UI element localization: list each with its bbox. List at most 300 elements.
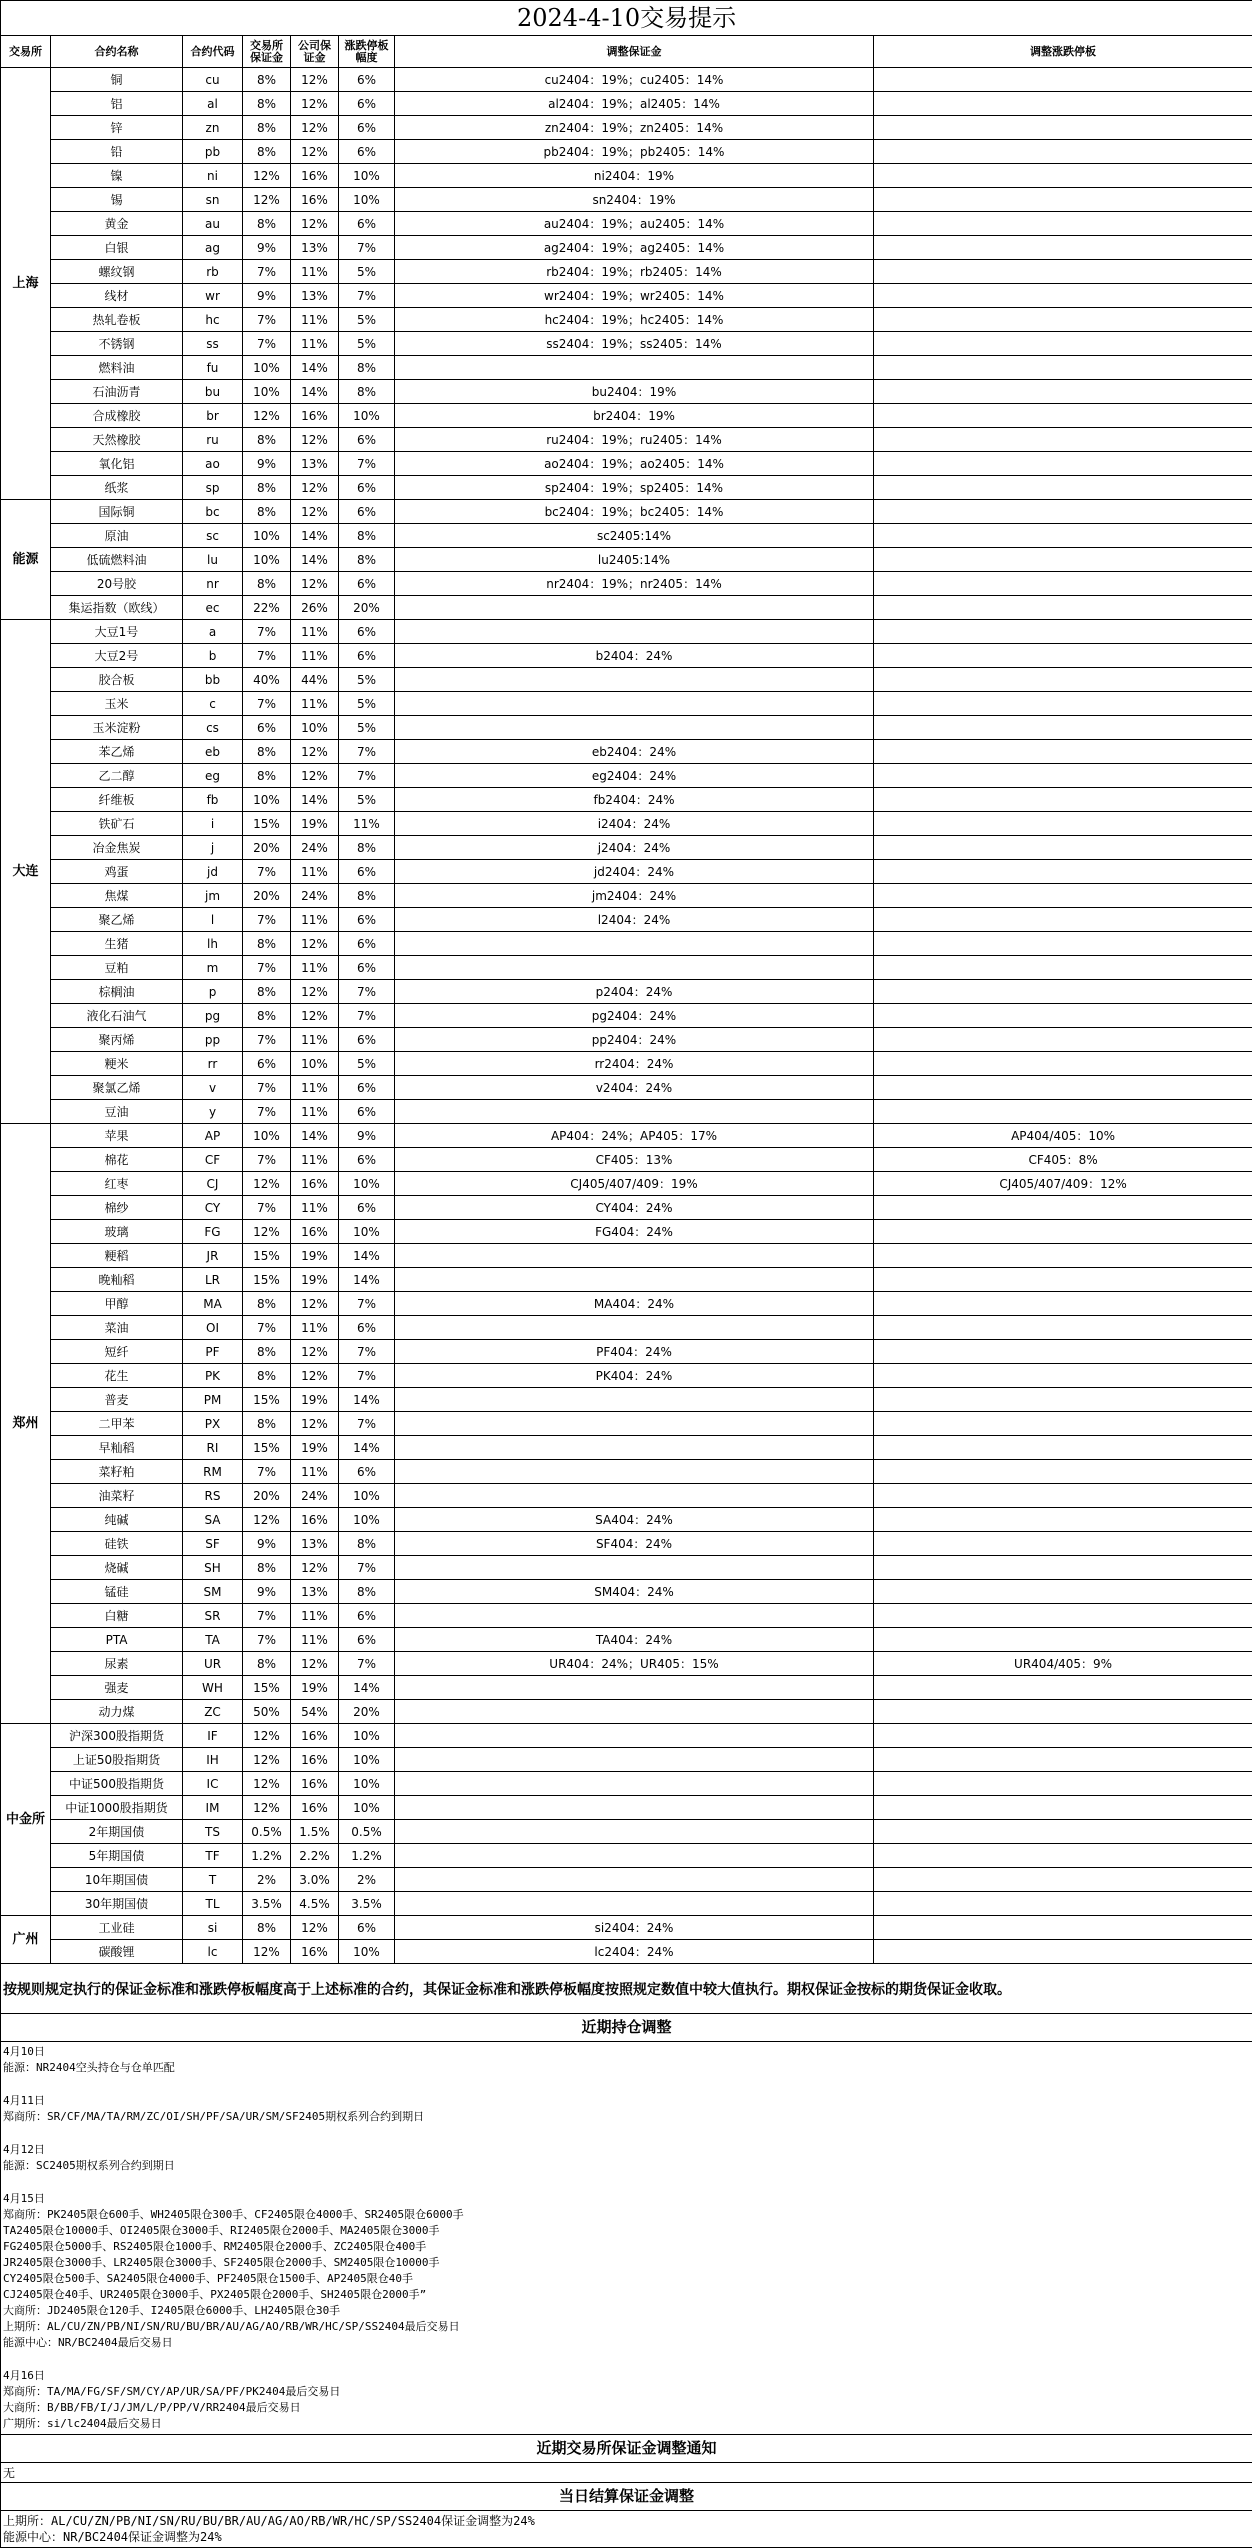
contract-code: pp	[183, 1028, 243, 1052]
company-margin: 11%	[291, 308, 339, 332]
limit-range: 6%	[339, 1196, 395, 1220]
position-line: 能源：NR2404空头持仓与仓单匹配	[3, 2060, 1250, 2076]
adjusted-margin: ao2404：19%；ao2405：14%	[395, 452, 874, 476]
contract-code: IF	[183, 1724, 243, 1748]
table-row	[1, 236, 1252, 260]
contract-name: 二甲苯	[51, 1412, 183, 1436]
adjusted-limit	[874, 1676, 1252, 1700]
company-margin: 12%	[291, 428, 339, 452]
contract-code: y	[183, 1100, 243, 1124]
limit-range: 8%	[339, 1580, 395, 1604]
adjusted-margin	[395, 668, 874, 692]
contract-code: hc	[183, 308, 243, 332]
exchange-margin: 8%	[243, 1004, 291, 1028]
table-row	[1, 1172, 1252, 1196]
company-margin: 11%	[291, 956, 339, 980]
table-row	[1, 92, 1252, 116]
contract-name: 铅	[51, 140, 183, 164]
contract-name: 纸浆	[51, 476, 183, 500]
contract-code: eg	[183, 764, 243, 788]
table-row	[1, 1292, 1252, 1316]
limit-range: 10%	[339, 1724, 395, 1748]
limit-range: 6%	[339, 212, 395, 236]
exchange-margin: 7%	[243, 1028, 291, 1052]
company-margin: 11%	[291, 908, 339, 932]
table-row	[1, 692, 1252, 716]
limit-range: 14%	[339, 1244, 395, 1268]
limit-range: 7%	[339, 1340, 395, 1364]
company-margin: 11%	[291, 1076, 339, 1100]
limit-range: 7%	[339, 1004, 395, 1028]
company-margin: 14%	[291, 548, 339, 572]
contract-code: cu	[183, 68, 243, 92]
table-row	[1, 1220, 1252, 1244]
table-row	[1, 1436, 1252, 1460]
company-margin: 16%	[291, 1796, 339, 1820]
contract-name: 白糖	[51, 1604, 183, 1628]
exchange-margin: 7%	[243, 956, 291, 980]
adjusted-margin: j2404：24%	[395, 836, 874, 860]
contract-code: cs	[183, 716, 243, 740]
position-line: 郑商所：PK2405限仓600手、WH2405限仓300手、CF2405限仓4000手、SR2405限仓6000手	[3, 2207, 1250, 2223]
table-row	[1, 1316, 1252, 1340]
contract-code: br	[183, 404, 243, 428]
margin-notice-text: 无	[1, 2463, 1252, 2483]
table-row	[1, 1940, 1252, 1964]
adjusted-margin	[395, 1412, 874, 1436]
contract-name: 30年期国债	[51, 1892, 183, 1916]
company-margin: 16%	[291, 188, 339, 212]
adjusted-margin: SM404：24%	[395, 1580, 874, 1604]
adjusted-limit	[874, 740, 1252, 764]
adjusted-limit	[874, 332, 1252, 356]
adjusted-limit	[874, 1748, 1252, 1772]
contract-name: 国际铜	[51, 500, 183, 524]
adjusted-margin: eb2404：24%	[395, 740, 874, 764]
adjusted-limit	[874, 212, 1252, 236]
table-row	[1, 1700, 1252, 1724]
exchange-margin: 8%	[243, 740, 291, 764]
adjusted-margin: hc2404：19%；hc2405：14%	[395, 308, 874, 332]
adjusted-margin	[395, 1700, 874, 1724]
spacer	[3, 2351, 1250, 2368]
adjusted-limit	[874, 428, 1252, 452]
adjusted-limit	[874, 692, 1252, 716]
contract-name: 乙二醇	[51, 764, 183, 788]
limit-range: 7%	[339, 1652, 395, 1676]
company-margin: 16%	[291, 1724, 339, 1748]
adjusted-margin: CY404：24%	[395, 1196, 874, 1220]
table-row	[1, 620, 1252, 644]
company-margin: 10%	[291, 1052, 339, 1076]
exchange-margin: 6%	[243, 1052, 291, 1076]
table-row	[1, 764, 1252, 788]
adjusted-margin: pp2404：24%	[395, 1028, 874, 1052]
company-margin: 1.5%	[291, 1820, 339, 1844]
contract-code: jm	[183, 884, 243, 908]
table-row	[1, 1340, 1252, 1364]
limit-range: 2%	[339, 1868, 395, 1892]
adjusted-margin: al2404：19%；al2405：14%	[395, 92, 874, 116]
limit-range: 7%	[339, 452, 395, 476]
contract-code: SF	[183, 1532, 243, 1556]
exchange-margin: 8%	[243, 428, 291, 452]
company-margin: 19%	[291, 1436, 339, 1460]
contract-name: 铁矿石	[51, 812, 183, 836]
exchange-margin: 8%	[243, 212, 291, 236]
adjusted-margin: au2404：19%；au2405：14%	[395, 212, 874, 236]
contract-name: 大豆2号	[51, 644, 183, 668]
exchange-margin: 7%	[243, 1628, 291, 1652]
table-row	[1, 188, 1252, 212]
contract-code: al	[183, 92, 243, 116]
table-row	[1, 116, 1252, 140]
settlement-line: 上期所：AL/CU/ZN/PB/NI/SN/RU/BU/BR/AU/AG/AO/RB/WR/HC/SP/SS2404保证金调整为24%	[3, 2513, 1250, 2529]
contract-name: 石油沥青	[51, 380, 183, 404]
adjusted-limit	[874, 164, 1252, 188]
adjusted-margin	[395, 1724, 874, 1748]
contract-name: 中证500股指期货	[51, 1772, 183, 1796]
contract-code: ni	[183, 164, 243, 188]
limit-range: 10%	[339, 404, 395, 428]
adjusted-limit	[874, 1532, 1252, 1556]
company-margin: 12%	[291, 764, 339, 788]
exchange-margin: 12%	[243, 1724, 291, 1748]
adjusted-margin: AP404：24%；AP405：17%	[395, 1124, 874, 1148]
table-row	[1, 260, 1252, 284]
table-row	[1, 1820, 1252, 1844]
adjusted-limit	[874, 1628, 1252, 1652]
contract-name: 原油	[51, 524, 183, 548]
company-margin: 11%	[291, 1196, 339, 1220]
adjusted-margin: TA404：24%	[395, 1628, 874, 1652]
adjusted-limit	[874, 1772, 1252, 1796]
adjusted-limit	[874, 140, 1252, 164]
contract-code: m	[183, 956, 243, 980]
adjusted-margin	[395, 1484, 874, 1508]
contract-name: 烧碱	[51, 1556, 183, 1580]
exchange-margin: 15%	[243, 1388, 291, 1412]
spacer	[3, 2125, 1250, 2142]
table-row	[1, 524, 1252, 548]
contract-code: AP	[183, 1124, 243, 1148]
adjusted-margin: UR404：24%；UR405：15%	[395, 1652, 874, 1676]
adjusted-margin: bc2404：19%；bc2405：14%	[395, 500, 874, 524]
contract-name: 5年期国债	[51, 1844, 183, 1868]
company-margin: 12%	[291, 500, 339, 524]
limit-range: 8%	[339, 356, 395, 380]
position-line: CJ2405限仓40手、UR2405限仓3000手、PX2405限仓2000手、SH2405限仓2000手”	[3, 2287, 1250, 2303]
limit-range: 14%	[339, 1436, 395, 1460]
table-row	[1, 812, 1252, 836]
limit-range: 6%	[339, 1316, 395, 1340]
limit-range: 14%	[339, 1676, 395, 1700]
adjusted-limit	[874, 1220, 1252, 1244]
exchange-margin: 9%	[243, 452, 291, 476]
adjusted-margin	[395, 1868, 874, 1892]
company-margin: 19%	[291, 1268, 339, 1292]
adjusted-limit	[874, 1196, 1252, 1220]
contract-name: 氧化铝	[51, 452, 183, 476]
company-margin: 19%	[291, 1244, 339, 1268]
company-margin: 13%	[291, 452, 339, 476]
company-margin: 16%	[291, 1172, 339, 1196]
exchange-cell: 郑州	[1, 1124, 51, 1724]
exchange-margin: 12%	[243, 188, 291, 212]
company-margin: 11%	[291, 1100, 339, 1124]
exchange-margin: 20%	[243, 884, 291, 908]
adjusted-limit	[874, 404, 1252, 428]
adjusted-limit	[874, 452, 1252, 476]
limit-range: 7%	[339, 1364, 395, 1388]
company-margin: 16%	[291, 1748, 339, 1772]
table-row	[1, 716, 1252, 740]
limit-range: 11%	[339, 812, 395, 836]
adjusted-margin	[395, 1748, 874, 1772]
adjusted-margin	[395, 356, 874, 380]
adjusted-margin	[395, 1244, 874, 1268]
adjusted-margin: sp2404：19%；sp2405：14%	[395, 476, 874, 500]
exchange-margin: 8%	[243, 116, 291, 140]
table-row	[1, 1772, 1252, 1796]
limit-range: 6%	[339, 1604, 395, 1628]
contract-name: 碳酸锂	[51, 1940, 183, 1964]
contract-name: 锰硅	[51, 1580, 183, 1604]
contract-name: 甲醇	[51, 1292, 183, 1316]
exchange-margin: 7%	[243, 644, 291, 668]
adjusted-limit	[874, 1076, 1252, 1100]
contract-name: 纯碱	[51, 1508, 183, 1532]
company-margin: 11%	[291, 692, 339, 716]
contract-name: 聚丙烯	[51, 1028, 183, 1052]
table-row	[1, 1652, 1252, 1676]
header-contract-name: 合约名称	[51, 36, 183, 68]
contract-code: lu	[183, 548, 243, 572]
contract-name: 红枣	[51, 1172, 183, 1196]
position-line: CY2405限仓500手、SA2405限仓4000手、PF2405限仓1500手、AP2405限仓40手	[3, 2271, 1250, 2287]
limit-range: 10%	[339, 1748, 395, 1772]
contract-name: 10年期国债	[51, 1868, 183, 1892]
exchange-margin: 6%	[243, 716, 291, 740]
company-margin: 24%	[291, 836, 339, 860]
table-row	[1, 1196, 1252, 1220]
company-margin: 11%	[291, 332, 339, 356]
company-margin: 14%	[291, 788, 339, 812]
limit-range: 10%	[339, 1484, 395, 1508]
limit-range: 6%	[339, 1100, 395, 1124]
table-row	[1, 1676, 1252, 1700]
adjusted-limit	[874, 1820, 1252, 1844]
table-row	[1, 212, 1252, 236]
company-margin: 12%	[291, 1556, 339, 1580]
exchange-margin: 10%	[243, 380, 291, 404]
contract-code: fb	[183, 788, 243, 812]
adjusted-margin: ni2404：19%	[395, 164, 874, 188]
adjusted-margin	[395, 1892, 874, 1916]
header-adjusted-limit: 调整涨跌停板	[874, 36, 1252, 68]
adjusted-limit	[874, 1700, 1252, 1724]
company-margin: 12%	[291, 140, 339, 164]
table-row	[1, 596, 1252, 620]
adjusted-margin: i2404：24%	[395, 812, 874, 836]
exchange-margin: 8%	[243, 1412, 291, 1436]
adjusted-limit	[874, 788, 1252, 812]
table-row	[1, 140, 1252, 164]
adjusted-limit	[874, 1100, 1252, 1124]
contract-code: lh	[183, 932, 243, 956]
exchange-margin: 12%	[243, 1508, 291, 1532]
company-margin: 12%	[291, 476, 339, 500]
exchange-margin: 7%	[243, 1100, 291, 1124]
adjusted-margin	[395, 956, 874, 980]
exchange-margin: 8%	[243, 1292, 291, 1316]
contract-code: FG	[183, 1220, 243, 1244]
contract-name: 铝	[51, 92, 183, 116]
exchange-margin: 7%	[243, 620, 291, 644]
adjusted-limit	[874, 1436, 1252, 1460]
company-margin: 11%	[291, 1628, 339, 1652]
exchange-margin: 7%	[243, 1076, 291, 1100]
company-margin: 11%	[291, 860, 339, 884]
company-margin: 4.5%	[291, 1892, 339, 1916]
adjusted-margin: ru2404：19%；ru2405：14%	[395, 428, 874, 452]
exchange-margin: 15%	[243, 1676, 291, 1700]
exchange-margin: 10%	[243, 788, 291, 812]
company-margin: 12%	[291, 1364, 339, 1388]
header-row	[1, 36, 1252, 68]
spacer	[3, 2076, 1250, 2093]
company-margin: 11%	[291, 1460, 339, 1484]
company-margin: 12%	[291, 1292, 339, 1316]
adjusted-limit	[874, 1844, 1252, 1868]
exchange-cell: 中金所	[1, 1724, 51, 1916]
table-row	[1, 68, 1252, 92]
table-row	[1, 164, 1252, 188]
adjusted-margin: CJ405/407/409：19%	[395, 1172, 874, 1196]
contract-name: PTA	[51, 1628, 183, 1652]
adjusted-limit	[874, 860, 1252, 884]
adjusted-limit	[874, 1460, 1252, 1484]
header-exchange-margin: 交易所保证金	[243, 36, 291, 68]
company-margin: 13%	[291, 236, 339, 260]
margin-notice-title: 近期交易所保证金调整通知	[1, 2435, 1252, 2463]
company-margin: 12%	[291, 740, 339, 764]
limit-range: 6%	[339, 140, 395, 164]
contract-name: 天然橡胶	[51, 428, 183, 452]
contract-code: si	[183, 1916, 243, 1940]
adjusted-limit	[874, 572, 1252, 596]
limit-range: 3.5%	[339, 1892, 395, 1916]
contract-name: 上证50股指期货	[51, 1748, 183, 1772]
contract-name: 苹果	[51, 1124, 183, 1148]
table-row	[1, 500, 1252, 524]
limit-range: 5%	[339, 332, 395, 356]
exchange-margin: 7%	[243, 1460, 291, 1484]
position-line: 郑商所：TA/MA/FG/SF/SM/CY/AP/UR/SA/PF/PK2404最后交易日	[3, 2384, 1250, 2400]
contract-name: 集运指数（欧线）	[51, 596, 183, 620]
exchange-margin: 7%	[243, 260, 291, 284]
contract-name: 锌	[51, 116, 183, 140]
adjusted-margin: nr2404：19%；nr2405：14%	[395, 572, 874, 596]
table-row	[1, 548, 1252, 572]
exchange-margin: 8%	[243, 1916, 291, 1940]
adjusted-limit	[874, 1604, 1252, 1628]
exchange-margin: 8%	[243, 500, 291, 524]
table-row	[1, 1724, 1252, 1748]
adjusted-margin	[395, 1100, 874, 1124]
contract-code: j	[183, 836, 243, 860]
limit-range: 7%	[339, 980, 395, 1004]
table-row	[1, 1532, 1252, 1556]
contract-code: SR	[183, 1604, 243, 1628]
limit-range: 5%	[339, 308, 395, 332]
exchange-margin: 3.5%	[243, 1892, 291, 1916]
settlement-line: 能源中心：NR/BC2404保证金调整为24%	[3, 2529, 1250, 2545]
exchange-margin: 20%	[243, 836, 291, 860]
table-row	[1, 404, 1252, 428]
contract-name: 聚氯乙烯	[51, 1076, 183, 1100]
adjusted-margin	[395, 1676, 874, 1700]
contract-code: fu	[183, 356, 243, 380]
adjusted-limit	[874, 1028, 1252, 1052]
adjusted-limit	[874, 1940, 1252, 1964]
exchange-margin: 8%	[243, 476, 291, 500]
exchange-margin: 40%	[243, 668, 291, 692]
contract-code: nr	[183, 572, 243, 596]
contract-code: IC	[183, 1772, 243, 1796]
position-line: FG2405限仓5000手、RS2405限仓1000手、RM2405限仓2000手、ZC2405限仓400手	[3, 2239, 1250, 2255]
contract-code: CF	[183, 1148, 243, 1172]
adjusted-limit	[874, 1292, 1252, 1316]
limit-range: 6%	[339, 932, 395, 956]
limit-range: 6%	[339, 908, 395, 932]
adjusted-margin	[395, 1772, 874, 1796]
adjusted-margin: pb2404：19%；pb2405：14%	[395, 140, 874, 164]
exchange-margin: 12%	[243, 1772, 291, 1796]
adjusted-margin: jm2404：24%	[395, 884, 874, 908]
table-row	[1, 1460, 1252, 1484]
contract-name: 玻璃	[51, 1220, 183, 1244]
adjusted-limit	[874, 980, 1252, 1004]
adjusted-margin	[395, 932, 874, 956]
exchange-margin: 7%	[243, 1316, 291, 1340]
contract-name: 螺纹钢	[51, 260, 183, 284]
company-margin: 11%	[291, 644, 339, 668]
table-row	[1, 1556, 1252, 1580]
adjusted-limit	[874, 260, 1252, 284]
table-row	[1, 1412, 1252, 1436]
adjusted-margin	[395, 1796, 874, 1820]
contract-name: 动力煤	[51, 1700, 183, 1724]
limit-range: 6%	[339, 1028, 395, 1052]
table-row	[1, 1028, 1252, 1052]
company-margin: 16%	[291, 1772, 339, 1796]
table-row	[1, 860, 1252, 884]
adjusted-limit	[874, 1412, 1252, 1436]
company-margin: 16%	[291, 404, 339, 428]
adjusted-margin: b2404：24%	[395, 644, 874, 668]
limit-range: 8%	[339, 884, 395, 908]
adjusted-margin: CF405：13%	[395, 1148, 874, 1172]
table-row	[1, 788, 1252, 812]
contract-name: 豆油	[51, 1100, 183, 1124]
company-margin: 14%	[291, 380, 339, 404]
table-row	[1, 1628, 1252, 1652]
contract-name: 2年期国债	[51, 1820, 183, 1844]
contract-name: 普麦	[51, 1388, 183, 1412]
contract-name: 20号胶	[51, 572, 183, 596]
exchange-margin: 12%	[243, 1172, 291, 1196]
